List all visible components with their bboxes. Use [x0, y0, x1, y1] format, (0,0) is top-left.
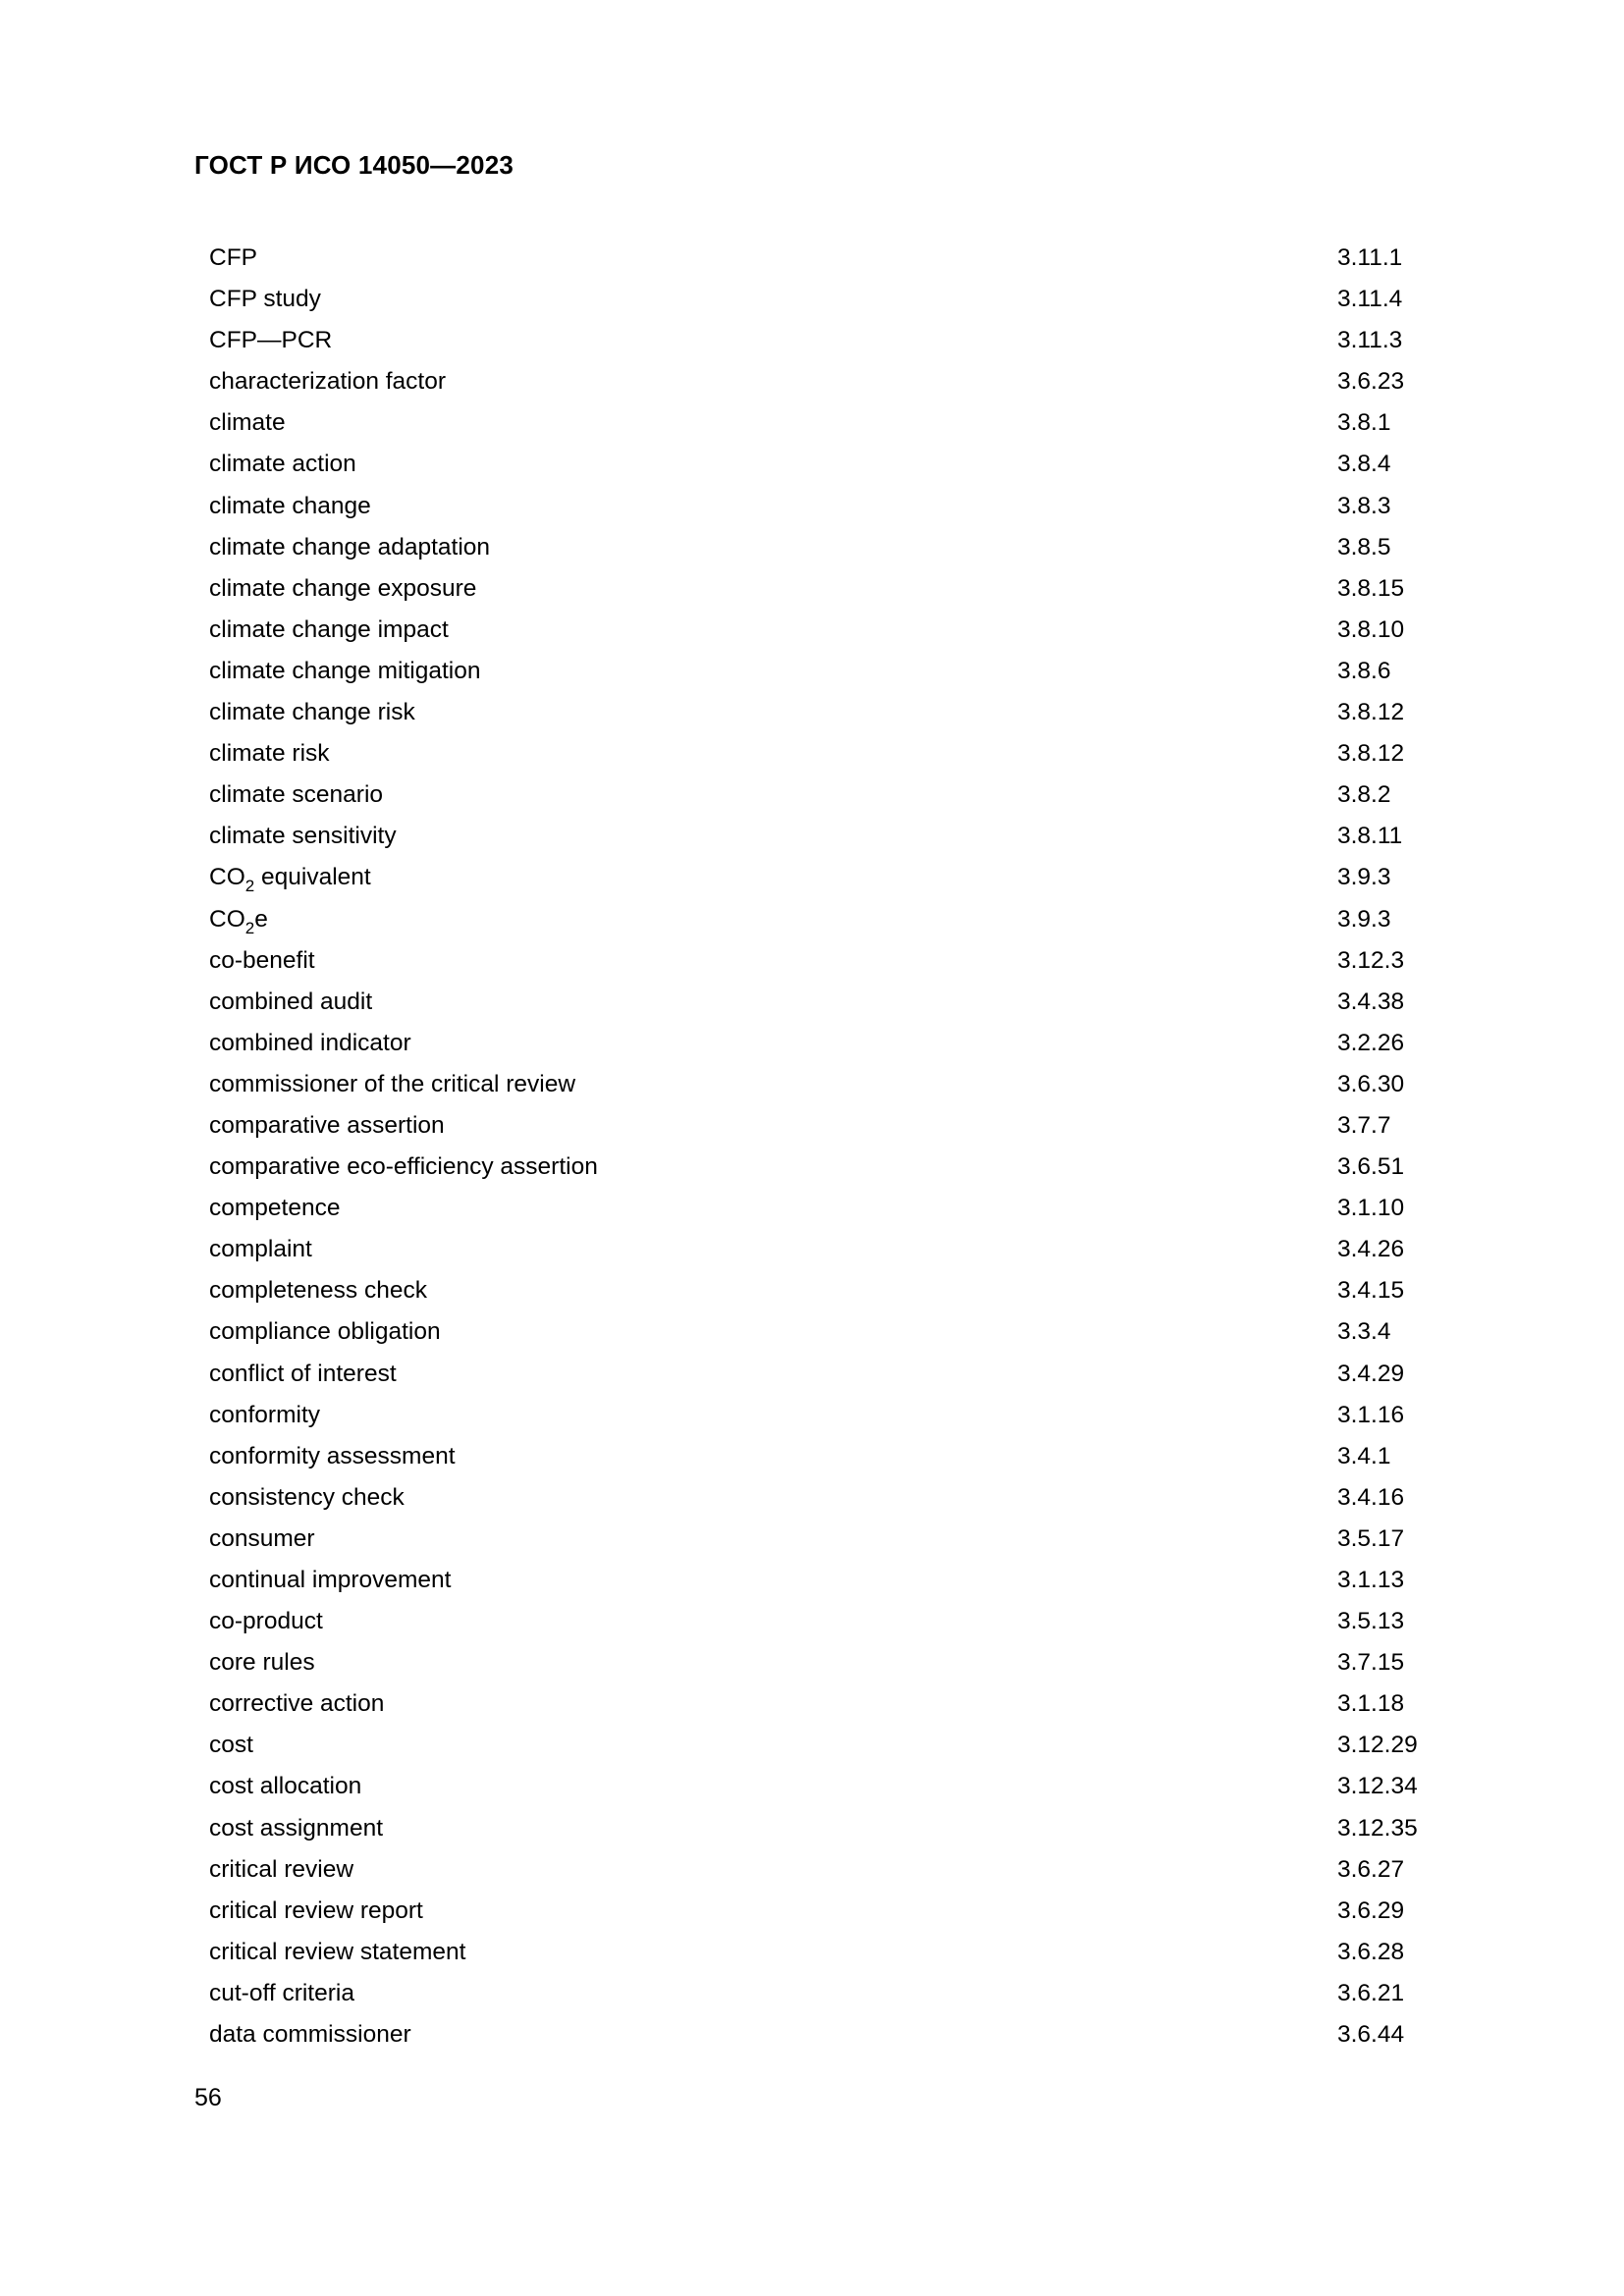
- index-term-text: consumer: [209, 1524, 315, 1552]
- index-reference: 3.5.13: [1337, 1608, 1405, 1635]
- index-term-subscript: 2: [244, 877, 255, 896]
- index-term-text: continual improvement: [209, 1567, 452, 1593]
- index-entry: [209, 568, 1436, 610]
- index-term: [209, 1105, 445, 1147]
- index-reference: 3.6.23: [1337, 368, 1405, 396]
- index-term-text: cost: [209, 1732, 253, 1759]
- index-term: [209, 1436, 456, 1477]
- index-reference: 3.4.29: [1337, 1360, 1405, 1387]
- index-term: [209, 1973, 354, 2014]
- index-reference: 3.4.38: [1337, 988, 1405, 1015]
- index-entry: [209, 1147, 1436, 1188]
- index-reference: 3.8.2: [1337, 781, 1391, 809]
- index-term-text: critical review: [209, 1855, 354, 1883]
- index-term-text: comparative eco-efficiency assertion: [209, 1153, 598, 1181]
- index-term-text: completeness check: [209, 1277, 427, 1305]
- index-reference: 3.12.35: [1337, 1814, 1418, 1842]
- index-entry: [209, 940, 1436, 982]
- index-entry: [209, 1560, 1436, 1601]
- index-term-text: conformity assessment: [209, 1442, 456, 1469]
- index-reference: 3.12.34: [1337, 1773, 1418, 1800]
- index-reference: 3.8.4: [1337, 451, 1391, 478]
- index-entry: [209, 1064, 1436, 1105]
- index-term: [209, 1560, 451, 1601]
- index-reference: 3.5.17: [1337, 1524, 1405, 1552]
- index-entry: [209, 899, 1436, 940]
- index-entry: [209, 486, 1436, 527]
- index-reference: 3.8.6: [1337, 657, 1391, 684]
- index-term: [209, 1229, 312, 1270]
- index-term: [209, 1891, 423, 1932]
- index-term-text: climate action: [209, 451, 356, 478]
- index-reference: 3.7.7: [1337, 1111, 1391, 1139]
- index-term: [209, 692, 415, 733]
- index-entry: [209, 1311, 1436, 1353]
- index-entry: [209, 1766, 1436, 1807]
- index-term-text: climate scenario: [209, 781, 384, 809]
- index-term-text: cost allocation: [209, 1773, 362, 1800]
- index-entry: [209, 1023, 1436, 1064]
- index-term: [209, 527, 490, 568]
- index-term-text: corrective action: [209, 1690, 385, 1718]
- index-term: [209, 1147, 598, 1188]
- index-term-text: climate change: [209, 492, 371, 519]
- index-term: [209, 2014, 411, 2056]
- index-term: [209, 1395, 320, 1436]
- index-term-text: climate sensitivity: [209, 823, 397, 850]
- index-term-text: critical review statement: [209, 1938, 466, 1965]
- index-term: [209, 1354, 397, 1395]
- index-term: [209, 1642, 315, 1683]
- index-term: [209, 982, 372, 1023]
- index-entry: [209, 527, 1436, 568]
- index-entry: [209, 279, 1436, 320]
- index-term: [209, 1311, 441, 1353]
- index-entry: [209, 1354, 1436, 1395]
- index-reference: 3.1.13: [1337, 1567, 1405, 1593]
- index-entry: [209, 1105, 1436, 1147]
- index-reference: 3.8.1: [1337, 409, 1391, 437]
- index-entry: [209, 1808, 1436, 1849]
- index-term: [209, 1477, 405, 1519]
- index-entry: [209, 402, 1436, 444]
- index-reference: 3.11.4: [1337, 286, 1403, 313]
- index-term: [209, 899, 268, 940]
- index-term-text: combined indicator: [209, 1029, 411, 1056]
- index-reference: 3.12.29: [1337, 1732, 1418, 1759]
- index-reference: 3.6.51: [1337, 1153, 1405, 1181]
- index-term-text: CO: [209, 905, 245, 933]
- index-reference: 3.11.3: [1337, 327, 1403, 354]
- index-reference: 3.6.28: [1337, 1938, 1405, 1965]
- index-entry: [209, 320, 1436, 361]
- index-term: [209, 774, 383, 816]
- index-term-text: conformity: [209, 1401, 321, 1428]
- index-reference: 3.1.16: [1337, 1401, 1405, 1428]
- index-entry: [209, 1932, 1436, 1973]
- index-term: [209, 940, 315, 982]
- index-entry: [209, 651, 1436, 692]
- index-reference: 3.4.26: [1337, 1236, 1405, 1263]
- page-number: 56: [194, 2084, 222, 2111]
- index-reference: 3.6.27: [1337, 1855, 1405, 1883]
- index-reference: 3.8.10: [1337, 615, 1405, 643]
- index-entry: [209, 1849, 1436, 1891]
- index-reference: 3.12.3: [1337, 946, 1405, 974]
- index-term: [209, 320, 332, 361]
- index-reference: 3.4.1: [1337, 1442, 1391, 1469]
- index-term-suffix: equivalent: [254, 864, 371, 891]
- index-entry: [209, 982, 1436, 1023]
- index-reference: 3.8.15: [1337, 574, 1405, 602]
- index-term-text: data commissioner: [209, 2021, 411, 2049]
- index-reference: 3.1.10: [1337, 1195, 1405, 1222]
- index-reference: 3.3.4: [1337, 1318, 1391, 1346]
- index-list: [209, 238, 1436, 2056]
- index-reference: 3.7.15: [1337, 1649, 1405, 1677]
- index-term-text: commissioner of the critical review: [209, 1070, 576, 1097]
- index-term-text: co-product: [209, 1608, 323, 1635]
- index-entry: [209, 2014, 1436, 2056]
- index-term-text: climate change adaptation: [209, 533, 491, 561]
- index-term: [209, 1932, 465, 1973]
- index-entry: [209, 1436, 1436, 1477]
- index-term: [209, 444, 356, 485]
- index-term: [209, 1601, 323, 1642]
- index-term: [209, 733, 330, 774]
- index-entry: [209, 444, 1436, 485]
- index-entry: [209, 1642, 1436, 1683]
- index-entry: [209, 1725, 1436, 1766]
- index-reference: 3.9.3: [1337, 864, 1391, 891]
- index-term-text: competence: [209, 1195, 341, 1222]
- index-term-text: climate change impact: [209, 615, 449, 643]
- index-term-subscript: 2: [244, 918, 255, 937]
- index-term-text: critical review report: [209, 1896, 423, 1924]
- index-term: [209, 1188, 340, 1229]
- index-reference: 3.1.18: [1337, 1690, 1405, 1718]
- index-term: [209, 1270, 427, 1311]
- index-term-text: core rules: [209, 1649, 315, 1677]
- index-entry: [209, 1601, 1436, 1642]
- index-term: [209, 1725, 253, 1766]
- index-term: [209, 1683, 384, 1725]
- index-term-text: comparative assertion: [209, 1111, 445, 1139]
- index-term-text: CFP: [209, 244, 257, 271]
- document-header: ГОСТ Р ИСО 14050—2023: [194, 150, 514, 180]
- index-term: [209, 1849, 353, 1891]
- index-reference: 3.8.12: [1337, 699, 1405, 726]
- index-entry: [209, 1395, 1436, 1436]
- index-term-text: cost assignment: [209, 1814, 384, 1842]
- index-term-text: climate: [209, 409, 286, 437]
- index-term-text: cut-off criteria: [209, 1979, 354, 2006]
- index-term-text: consistency check: [209, 1483, 405, 1511]
- index-term-text: climate risk: [209, 740, 330, 768]
- index-term-text: climate change mitigation: [209, 657, 481, 684]
- index-term: [209, 1766, 361, 1807]
- index-entry: [209, 1891, 1436, 1932]
- index-entry: [209, 1270, 1436, 1311]
- index-reference: 3.2.26: [1337, 1029, 1405, 1056]
- index-term: [209, 568, 476, 610]
- index-term-text: CFP study: [209, 286, 321, 313]
- index-term: [209, 1519, 315, 1560]
- index-term: [209, 816, 397, 857]
- index-reference: 3.8.3: [1337, 492, 1391, 519]
- index-term: [209, 610, 449, 651]
- index-term: [209, 1808, 383, 1849]
- index-term-suffix: e: [254, 905, 268, 933]
- index-entry: [209, 238, 1436, 279]
- index-entry: [209, 1229, 1436, 1270]
- index-term-text: CO: [209, 864, 245, 891]
- index-reference: 3.11.1: [1337, 244, 1403, 271]
- index-reference: 3.4.15: [1337, 1277, 1405, 1305]
- index-term-text: compliance obligation: [209, 1318, 441, 1346]
- index-entry: [209, 1477, 1436, 1519]
- index-term: [209, 402, 286, 444]
- index-entry: [209, 1973, 1436, 2014]
- index-entry: [209, 692, 1436, 733]
- index-entry: [209, 610, 1436, 651]
- index-reference: 3.8.11: [1337, 823, 1403, 850]
- index-entry: [209, 1188, 1436, 1229]
- index-entry: [209, 733, 1436, 774]
- index-term-text: complaint: [209, 1236, 312, 1263]
- index-term: [209, 279, 321, 320]
- index-term-text: climate change exposure: [209, 574, 477, 602]
- index-reference: 3.4.16: [1337, 1483, 1405, 1511]
- index-entry: [209, 857, 1436, 898]
- index-reference: 3.8.12: [1337, 740, 1405, 768]
- index-entry: [209, 361, 1436, 402]
- index-entry: [209, 1683, 1436, 1725]
- index-term: [209, 857, 371, 898]
- index-term-text: CFP—PCR: [209, 327, 333, 354]
- index-entry: [209, 774, 1436, 816]
- index-reference: 3.9.3: [1337, 905, 1391, 933]
- index-term: [209, 1064, 575, 1105]
- index-entry: [209, 816, 1436, 857]
- index-reference: 3.6.29: [1337, 1896, 1405, 1924]
- index-reference: 3.6.30: [1337, 1070, 1405, 1097]
- index-term: [209, 1023, 411, 1064]
- index-term: [209, 238, 257, 279]
- index-term-text: combined audit: [209, 988, 373, 1015]
- index-term-text: climate change risk: [209, 699, 415, 726]
- index-reference: 3.6.21: [1337, 1979, 1405, 2006]
- index-term-text: co-benefit: [209, 946, 315, 974]
- index-reference: 3.6.44: [1337, 2021, 1405, 2049]
- index-term: [209, 651, 480, 692]
- index-reference: 3.8.5: [1337, 533, 1391, 561]
- index-term: [209, 361, 446, 402]
- index-term-text: characterization factor: [209, 368, 447, 396]
- index-term-text: conflict of interest: [209, 1360, 397, 1387]
- index-term: [209, 486, 371, 527]
- index-entry: [209, 1519, 1436, 1560]
